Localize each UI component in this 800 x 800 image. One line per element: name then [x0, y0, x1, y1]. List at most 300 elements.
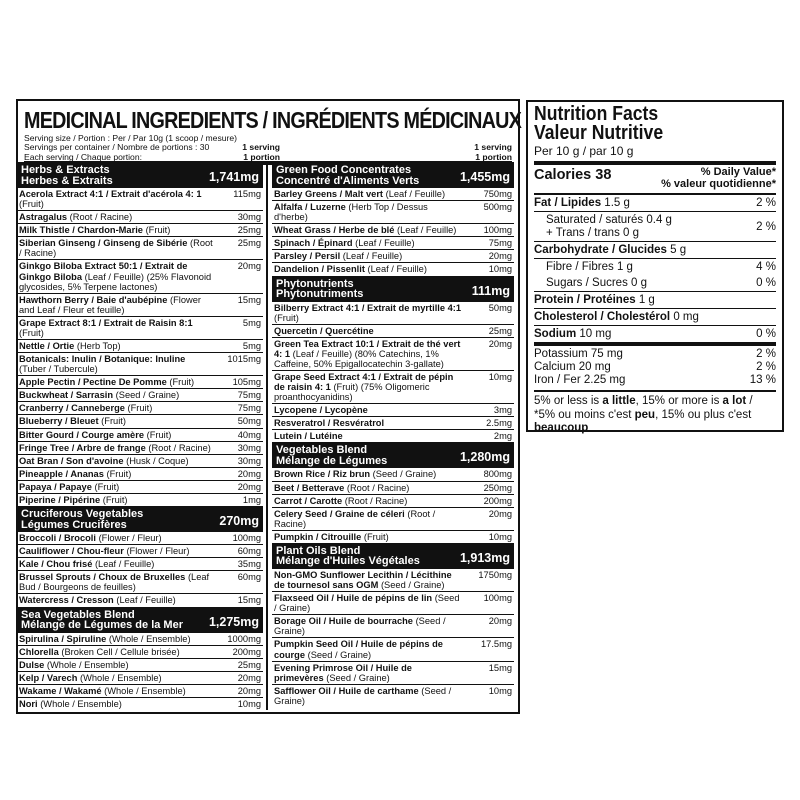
ingredient-name: [274, 225, 464, 235]
ingredient-amount: 100mg: [232, 533, 261, 544]
ingredient-amount: 250mg: [483, 482, 512, 493]
ingredient-name: [274, 189, 464, 199]
ingredient-part: (Seed / Graine): [380, 580, 445, 591]
ingredient-name: [19, 377, 213, 387]
ingredient-name: [274, 303, 464, 323]
ingredient-label: Non-GMO Sunflower Lecithin / Lécithine de tournesol sans OGM: [274, 569, 452, 591]
ingredient-label: Spinach / Épinard: [274, 238, 353, 249]
ingredient-row: [272, 325, 514, 338]
ingredient-row: [17, 494, 263, 506]
ingredient-name: [274, 339, 464, 369]
ingredient-row: [272, 263, 514, 275]
protein-label: Protein / Protéines: [534, 294, 636, 306]
ingredient-label: Brussel Sprouts / Choux de Bruxelles: [19, 572, 186, 583]
servings-per-container: Servings per container / Nombre de portions : 30: [24, 142, 210, 153]
ingredient-part: (Fruit): [106, 468, 132, 479]
ingredient-amount: 75mg: [237, 390, 261, 401]
ingredient-part: (Seed / Graine): [307, 649, 372, 660]
ingredient-row: [17, 545, 263, 558]
ingredient-part: (Leaf / Feuille): [355, 238, 415, 249]
ingredient-part: (Herb Top / Dessus d'herbe): [274, 202, 428, 223]
ingredient-row: [17, 389, 263, 402]
ingredient-name: [274, 570, 464, 590]
ingredient-name: [274, 405, 464, 415]
ingredient-label: Lycopene / Lycopène: [274, 405, 368, 416]
ingredient-part: (Fruit): [363, 531, 389, 542]
ingredient-label: Piperine / Pipérine: [19, 494, 101, 505]
ingredient-label: Nori: [19, 698, 38, 709]
ingredient-name: [274, 483, 464, 493]
ingredient-amount: 1015mg: [227, 354, 261, 365]
ingredient-row: [17, 188, 263, 211]
ingredient-row: [17, 594, 263, 606]
ingredient-part: (Fruit): [102, 494, 128, 505]
ingredient-label: Kale / Chou frisé: [19, 559, 93, 570]
ingredient-row: [17, 558, 263, 571]
ingredient-amount: 10mg: [488, 264, 512, 275]
ingredient-label: Quercetin / Quercétine: [274, 325, 374, 336]
section-name: Phytonutrients: [276, 277, 354, 290]
serving-size: Serving size / Portion : Per / Par 10g (1 scoop / mesure): [24, 133, 238, 143]
nutrition-title-fr: Valeur Nutritive: [534, 122, 664, 144]
ingredient-amount: 100mg: [483, 225, 512, 236]
carbohydrate-row: [534, 242, 776, 259]
medicinal-title: MEDICINAL INGREDIENTS / INGRÉDIENTS MÉDICINAUX: [24, 107, 522, 133]
ingredient-name: [19, 318, 213, 338]
ingredient-amount: 20mg: [237, 261, 261, 272]
ingredient-row: [272, 250, 514, 263]
ingredient-amount: 10mg: [237, 698, 261, 709]
ingredient-amount: 40mg: [237, 429, 261, 440]
ingredient-part: (Tuber / Tubercule): [19, 364, 98, 375]
ingredient-part: (Broken Cell / Cellule brisée): [61, 646, 180, 657]
ingredient-name: [19, 390, 213, 400]
each-serving: Each serving / Chaque portion:: [24, 151, 142, 162]
section-name-fr: Mélange d'Huiles Végétales: [276, 555, 420, 568]
ingredient-amount: 10mg: [488, 372, 512, 383]
ingredient-row: [17, 442, 263, 455]
ingredient-label: Apple Pectin / Pectine De Pomme: [19, 377, 167, 388]
ingredient-name: [274, 496, 464, 506]
ingredient-label: Brown Rice / Riz brun: [274, 469, 371, 480]
ingredients-column-b: [272, 162, 514, 707]
ingredient-name: [19, 212, 213, 222]
section-header: [272, 276, 514, 302]
section-header: [17, 162, 263, 188]
ingredient-row: [272, 430, 514, 442]
column-divider: [266, 162, 268, 710]
ingredient-part: (Root / Racine): [19, 238, 213, 259]
ingredient-part: (Whole / Ensemble): [46, 659, 129, 670]
ingredient-name: [274, 509, 464, 529]
protein-row: [534, 292, 776, 309]
ingredient-label: Alfalfa / Luzerne: [274, 202, 346, 213]
ingredient-row: [17, 532, 263, 545]
ingredient-amount: 25mg: [488, 325, 512, 336]
ingredient-row: [272, 468, 514, 481]
section-amount: 1,455mg: [459, 170, 510, 184]
ingredient-amount: 60mg: [237, 572, 261, 583]
ingredient-label: Milk Thistle / Chardon-Marie: [19, 225, 143, 236]
ingredient-amount: 17.5mg: [480, 639, 512, 650]
ingredient-part: (Herb Top): [76, 341, 121, 352]
ingredient-name: [19, 469, 213, 479]
daily-value-footnote: 5% or less is a little, 15% or more is a lot / *5% ou moins c'est peu, 15% ou plus c'est beaucoup: [534, 395, 753, 434]
ingredient-row: [17, 224, 263, 237]
ingredient-part: (Root / Racine): [346, 482, 410, 493]
ingredient-name: [274, 532, 464, 542]
ingredient-name: [274, 251, 464, 261]
ingredient-name: [19, 572, 213, 592]
ingredient-part: (Flower / Fleur): [98, 533, 162, 544]
ingredient-row: [272, 338, 514, 371]
ingredient-part: (Whole / Ensemble): [104, 685, 186, 696]
section-header: [272, 442, 514, 468]
iron-row: [534, 374, 776, 387]
section-header: [272, 162, 514, 188]
saturated-trans-dv: 2 %: [756, 221, 776, 233]
ingredient-label: Parsley / Persil: [274, 251, 341, 262]
ingredient-row: [17, 571, 263, 594]
ingredient-row: [17, 429, 263, 442]
ingredient-row: [272, 417, 514, 430]
ingredient-amount: 115mg: [233, 189, 261, 199]
sugars-label: Sugars / Sucres: [546, 277, 628, 289]
ingredient-part: (Leaf / Feuille): [367, 264, 427, 275]
ingredient-part: (Leaf / Feuille) (80% Catechins, 1% Caffeine, 50% Epigallocatechin 3-gallate): [274, 348, 444, 369]
ingredient-name: [274, 431, 464, 441]
ingredient-row: [17, 646, 263, 659]
section-name: Herbs & Extracts: [21, 164, 110, 176]
ingredient-amount: 20mg: [237, 685, 261, 696]
ingredient-row: [17, 317, 263, 340]
serving-label-a: 1 serving: [242, 142, 280, 153]
ingredient-row: [272, 237, 514, 250]
ingredient-part: (Fruit): [145, 225, 171, 236]
ingredient-label: Fringe Tree / Arbre de frange: [19, 442, 146, 453]
ingredient-name: [19, 341, 213, 351]
ingredient-name: [19, 673, 213, 683]
section-name-fr: Concentré d'Aliments Verts: [276, 174, 420, 187]
ingredients-column-a: [17, 162, 263, 710]
section-amount: 111mg: [471, 283, 510, 298]
ingredient-label: Pumpkin Seed Oil / Huile de pépins de courge: [274, 639, 443, 660]
ingredient-name: [19, 238, 213, 258]
ingredient-row: [272, 508, 514, 531]
sugars-row: [534, 275, 776, 292]
ingredient-part: (Whole / Ensemble): [80, 672, 162, 683]
ingredient-label: Acerola Extract 4:1 / Extrait d'acérola 4: 1: [19, 189, 202, 199]
ingredient-part: (Husk / Coque): [126, 455, 189, 466]
ingredient-part: (Whole / Ensemble): [40, 698, 122, 709]
ingredient-name: [19, 416, 213, 426]
potassium-row: [534, 348, 776, 361]
ingredient-name: [19, 546, 213, 556]
daily-value-fr: % valeur quotidienne*: [661, 178, 776, 190]
ingredient-row: [17, 260, 263, 293]
ingredient-amount: 800mg: [483, 469, 512, 480]
ingredient-amount: 200mg: [232, 646, 261, 657]
ingredient-name: [274, 663, 464, 683]
section-name: Plant Oils Blend: [276, 544, 361, 557]
fibre-dv: 4 %: [756, 261, 776, 273]
ingredient-label: Ginkgo Biloba Extract 50:1 / Extrait de Ginkgo Biloba: [19, 261, 188, 282]
ingredient-part: (Fruit) (75% Oligomeric proanthocyanidins): [274, 382, 430, 403]
ingredient-amount: 50mg: [237, 416, 261, 427]
ingredient-part: (Fruit): [169, 377, 195, 388]
ingredient-label: Wakame / Wakamé: [19, 685, 102, 696]
fibre-label: Fibre / Fibres: [546, 261, 614, 273]
ingredient-amount: 200mg: [483, 495, 512, 506]
ingredient-label: Watercress / Cresson: [19, 595, 114, 606]
ingredient-row: [17, 698, 263, 710]
ingredient-name: [274, 326, 464, 336]
ingredient-name: [274, 372, 464, 402]
ingredient-amount: 25mg: [237, 659, 261, 670]
section-amount: 1,275mg: [208, 614, 259, 629]
ingredient-amount: 3mg: [493, 405, 512, 416]
ingredient-amount: 15mg: [488, 662, 512, 673]
ingredient-amount: 30mg: [237, 455, 261, 466]
ingredient-part: (Seed / Graine): [372, 469, 437, 480]
ingredient-label: Dulse: [19, 659, 45, 670]
ingredient-amount: 1000mg: [227, 633, 261, 644]
ingredient-part: (Fruit): [19, 199, 44, 210]
ingredient-amount: 10mg: [488, 685, 512, 696]
ingredient-amount: 10mg: [488, 531, 512, 542]
ingredient-name: [19, 225, 213, 235]
ingredient-label: Pineapple / Ananas: [19, 468, 104, 479]
potassium-label: Potassium: [534, 348, 588, 360]
ingredient-amount: 20mg: [237, 468, 261, 479]
portion-label-b: 1 portion: [475, 151, 512, 162]
section-amount: 1,913mg: [459, 550, 510, 565]
ingredient-name: [274, 616, 464, 636]
section-amount: 1,741mg: [208, 170, 259, 184]
ingredient-name: [19, 495, 213, 505]
section-name: Sea Vegetables Blend: [21, 608, 135, 621]
section-name-fr: Mélange de Légumes: [276, 454, 388, 467]
ingredient-row: [17, 672, 263, 685]
ingredient-row: [17, 468, 263, 481]
ingredient-name: [274, 686, 464, 706]
iron-amount: 2.25 mg: [583, 374, 626, 386]
ingredient-amount: 75mg: [237, 403, 261, 414]
ingredient-part: (Fruit): [94, 481, 120, 492]
trans-amount: 0 g: [623, 227, 640, 239]
nutrition-title-en: Nutrition Facts: [534, 103, 659, 125]
ingredient-amount: 1750mg: [478, 569, 512, 580]
ingredient-name: [274, 593, 464, 613]
ingredient-part: (Root / Racine): [344, 495, 408, 506]
fat-amount: 1.5 g: [604, 197, 630, 209]
ingredient-label: Wheat Grass / Herbe de blé: [274, 225, 395, 236]
ingredient-row: [17, 353, 263, 376]
ingredient-amount: 20mg: [488, 508, 512, 519]
ingredient-label: Evening Primrose Oil / Huile de primevères: [274, 662, 412, 683]
ingredient-part: (Leaf / Feuille) (25% Flavonoid glycosides, 5% Terpene lactones): [19, 271, 212, 292]
fat-label: Fat / Lipides: [534, 197, 602, 209]
ingredient-row: [272, 371, 514, 404]
ingredient-name: [274, 639, 464, 659]
ingredient-label: Astragalus: [19, 212, 68, 223]
ingredient-amount: 5mg: [242, 341, 261, 352]
ingredient-part: (Seed / Graine): [115, 390, 180, 401]
section-name: Green Food Concentrates: [276, 164, 412, 176]
minerals-block: [534, 346, 776, 392]
sodium-dv: 0 %: [756, 328, 776, 340]
ingredient-row: [17, 294, 263, 317]
ingredient-part: (Fruit): [146, 429, 172, 440]
section-amount: 1,280mg: [459, 450, 510, 465]
section-name: Vegetables Blend: [276, 444, 368, 457]
ingredient-row: [272, 592, 514, 615]
ingredient-label: Bilberry Extract 4:1 / Extrait de myrtille 4:1: [274, 302, 462, 313]
ingredient-part: (Leaf Bud / Bourgeons de feuilles): [19, 572, 210, 593]
ingredient-name: [19, 647, 213, 657]
ingredient-label: Papaya / Papaye: [19, 481, 92, 492]
ingredient-amount: 30mg: [237, 442, 261, 453]
potassium-amount: 75 mg: [590, 348, 623, 360]
saturated-label: Saturated / saturés: [546, 214, 644, 226]
saturated-amount: 0.4 g: [646, 214, 672, 226]
ingredient-label: Pumpkin / Citrouille: [274, 531, 362, 542]
ingredient-name: [19, 559, 213, 569]
ingredient-row: [272, 685, 514, 707]
ingredient-name: [19, 686, 213, 696]
ingredient-row: [272, 404, 514, 417]
ingredient-row: [272, 302, 514, 325]
ingredient-row: [17, 415, 263, 428]
serving-label-b: 1 serving: [474, 142, 512, 153]
ingredient-row: [272, 201, 514, 224]
ingredient-amount: 60mg: [237, 546, 261, 557]
ingredient-part: (Leaf / Feuille): [396, 225, 457, 236]
ingredient-amount: 25mg: [237, 238, 261, 249]
ingredient-amount: 50mg: [488, 302, 512, 313]
ingredient-row: [272, 188, 514, 201]
ingredient-row: [17, 659, 263, 672]
ingredient-part: (Leaf / Feuille): [342, 251, 403, 262]
ingredient-part: (Flower and Leaf / Fleur et feuille): [19, 294, 202, 315]
ingredient-part: (Leaf / Feuille): [116, 595, 176, 606]
ingredient-label: Nettle / Ortie: [19, 341, 75, 352]
ingredient-label: Resveratrol / Resvératrol: [274, 418, 385, 429]
ingredient-row: [17, 633, 263, 646]
ingredient-amount: 1mg: [242, 494, 261, 505]
iron-dv: 13 %: [749, 374, 776, 386]
portion-label-a: 1 portion: [243, 151, 280, 162]
ingredient-row: [17, 376, 263, 389]
ingredient-amount: 20mg: [488, 616, 512, 627]
sugars-dv: 0 %: [756, 277, 776, 289]
ingredient-amount: 25mg: [237, 225, 261, 236]
calories-label: Calories: [534, 167, 592, 183]
ingredient-name: [274, 418, 464, 428]
daily-value-en: % Daily Value*: [700, 166, 776, 178]
calories-value: 38: [595, 167, 612, 183]
ingredient-amount: 15mg: [237, 595, 261, 606]
ingredient-amount: 2mg: [493, 431, 512, 442]
ingredient-part: (Root / Racine): [148, 442, 211, 453]
ingredient-label: Dandelion / Pissenlit: [274, 264, 365, 275]
ingredient-label: Carrot / Carotte: [274, 495, 343, 506]
ingredient-label: Bitter Gourd / Courge amère: [19, 429, 145, 440]
ingredient-name: [19, 403, 213, 413]
ingredient-amount: 15mg: [237, 294, 261, 305]
ingredient-row: [17, 237, 263, 260]
ingredient-name: [19, 189, 213, 209]
iron-label: Iron / Fer: [534, 374, 581, 386]
ingredient-amount: 500mg: [483, 202, 512, 213]
fat-dv: 2 %: [756, 197, 776, 209]
ingredient-amount: 20mg: [237, 672, 261, 683]
fibre-amount: 1 g: [616, 261, 633, 273]
ingredient-row: [272, 662, 514, 685]
ingredient-row: [272, 531, 514, 543]
ingredient-name: [19, 595, 213, 605]
ingredient-row: [272, 482, 514, 495]
ingredient-name: [19, 533, 213, 543]
ingredient-label: Grape Extract 8:1 / Extrait de Raisin 8:1: [19, 317, 193, 328]
ingredient-row: [272, 495, 514, 508]
ingredient-part: (Root / Racine): [274, 508, 436, 529]
ingredient-part: (Seed / Graine): [274, 593, 460, 614]
fat-row: [534, 195, 776, 212]
ingredient-part: (Fruit): [19, 327, 44, 338]
ingredient-name: [19, 482, 213, 492]
ingredient-row: [17, 402, 263, 415]
ingredient-part: (Seed / Graine): [274, 616, 446, 637]
ingredient-row: [272, 569, 514, 592]
ingredient-label: Buckwheat / Sarrasin: [19, 390, 114, 401]
ingredient-name: [19, 634, 213, 644]
per-serving: Per 10 g / par 10 g: [534, 144, 776, 165]
cholesterol-label: Cholesterol / Cholestérol: [534, 311, 671, 323]
ingredient-label: Blueberry / Bleuet: [19, 416, 99, 427]
carbohydrate-amount: 5 g: [670, 244, 687, 256]
ingredient-row: [17, 685, 263, 698]
trans-label: + Trans / trans: [546, 227, 620, 239]
ingredient-label: Green Tea Extract 10:1 / Extrait de thé vert 4: 1: [274, 338, 461, 359]
ingredient-name: [19, 443, 213, 453]
ingredient-amount: 35mg: [237, 559, 261, 570]
section-header: [17, 607, 263, 633]
fibre-row: [534, 259, 776, 275]
ingredient-label: Safflower Oil / Huile de carthame: [274, 685, 419, 696]
ingredient-amount: 100mg: [483, 593, 512, 604]
sodium-row: [534, 326, 776, 346]
ingredient-name: [19, 699, 213, 709]
ingredient-part: (Fruit): [274, 312, 299, 323]
ingredient-label: Oat Bran / Son d'avoine: [19, 455, 124, 466]
ingredient-label: Borage Oil / Huile de bourrache: [274, 616, 413, 627]
ingredient-name: [19, 456, 213, 466]
sodium-amount: 10 mg: [579, 328, 612, 340]
ingredient-amount: 20mg: [488, 251, 512, 262]
serving-info: [24, 134, 512, 162]
ingredient-amount: 20mg: [488, 338, 512, 349]
ingredient-amount: 20mg: [237, 481, 261, 492]
sugars-amount: 0 g: [631, 277, 648, 289]
ingredient-amount: 5mg: [242, 317, 261, 328]
ingredient-part: (Seed / Graine): [274, 685, 452, 706]
ingredient-label: Lutein / Lutéine: [274, 431, 343, 442]
ingredient-label: Barley Greens / Malt vert: [274, 189, 384, 199]
cholesterol-row: [534, 309, 776, 326]
ingredient-part: (Fruit): [101, 416, 126, 427]
calories-row: [534, 165, 776, 195]
